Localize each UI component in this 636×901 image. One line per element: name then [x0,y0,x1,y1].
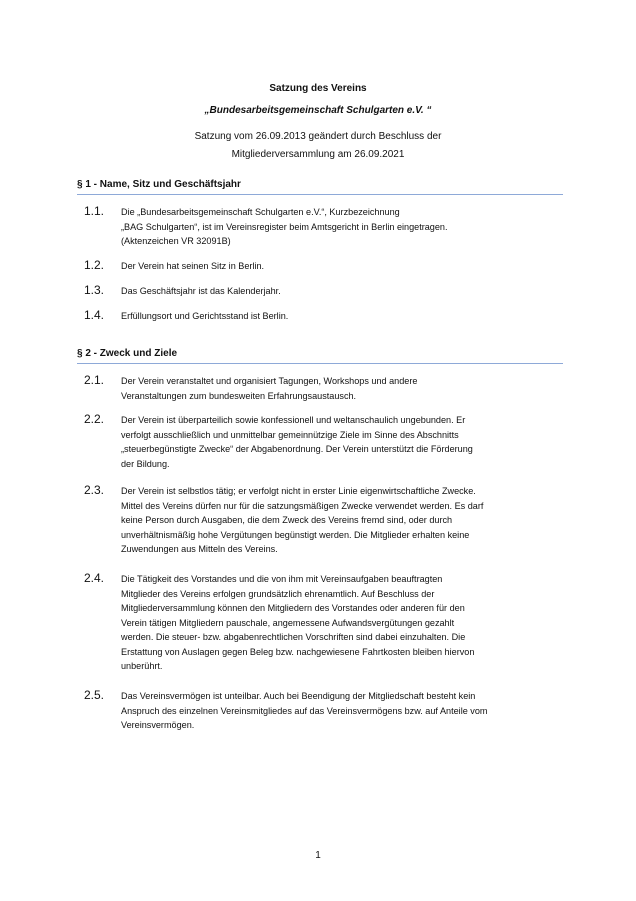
text-line: Anspruch des einzelnen Vereinsmitgliedes auf das Vereinsvermögens bzw. auf Anteile vom [121,705,488,716]
paragraph-number: 2.2. [84,412,105,426]
text-line: (Aktenzeichen VR 32091B) [121,236,231,246]
page-number: 1 [315,850,321,861]
text-line: Der Verein veranstaltet und organisiert Tagungen, Workshops und andere [121,376,418,386]
text-line: Zuwendungen aus Mitteln des Vereins. [121,544,278,554]
paragraph-text [121,205,571,249]
paragraph-number: 2.4. [84,571,105,585]
paragraph-number: 1.1. [84,204,105,218]
paragraph-number: 2.3. [84,483,105,497]
text-line: Der Verein ist überparteilich sowie konfessionell und weltanschaulich ungebunden. Er [121,415,466,425]
document-header [0,80,636,164]
document-note-line-1: Satzung vom 26.09.2013 geändert durch Beschluss der [194,131,442,142]
text-line: Der Verein ist selbstlos tätig; er verfolgt nicht in erster Linie eigenwirtschaftliche Zwecke. [121,486,476,496]
paragraph-text [121,689,571,733]
paragraph-text [121,413,571,471]
paragraph-text [121,572,571,674]
paragraph-number: 2.1. [84,373,105,387]
text-line: keine Person durch Ausgaben, die dem Zweck des Vereins fremd sind, oder durch [121,515,453,525]
text-line: unverhältnismäßig hohe Vergütungen begünstigt werden. Die Mitglieder erhalten keine [121,529,470,540]
paragraph-text [121,309,571,324]
text-line: der Bildung. [121,458,170,469]
text-line: Vereinsvermögen. [121,720,195,730]
paragraph-number: 1.4. [84,308,105,322]
text-line: Die „Bundesarbeitsgemeinschaft Schulgarten e.V.“, Kurzbezeichnung [121,207,400,217]
text-line: „steuerbegünstigte Zwecke“ der Abgabenordnung. Der Verein unterstützt die Förderung [121,444,473,454]
paragraph-number: 1.2. [84,258,105,272]
text-line: Mitglieder des Vereins erfolgen grundsätzlich ehrenamtlich. Auf Beschluss der [121,588,435,599]
text-line: Das Geschäftsjahr ist das Kalenderjahr. [121,286,281,296]
section-heading-1: § 1 - Name, Sitz und Geschäftsjahr [77,178,563,195]
paragraph-number: 1.3. [84,283,105,297]
section-heading-2: § 2 - Zweck und Ziele [77,347,563,364]
document-subtitle: „Bundesarbeitsgemeinschaft Schulgarten e.V. “ [204,105,432,116]
text-line: Verein tätigen Mitgliedern pauschale, angemessene Aufwandsvergütungen gezahlt [121,617,455,628]
text-line: unberührt. [121,661,163,671]
text-line: Veranstaltungen zum bundesweiten Erfahrungsaustausch. [121,390,357,401]
text-line: Erfüllungsort und Gerichtsstand ist Berlin. [121,311,289,321]
text-line: „BAG Schulgarten“, ist im Vereinsregister beim Amtsgericht in Berlin eingetragen. [121,221,448,232]
text-line: Mittel des Vereins dürfen nur für die satzungsmäßigen Zwecke verwendet werden. Es darf [121,500,484,511]
paragraph-text [121,284,571,299]
text-line: Mitgliederversammlung können den Mitgliedern des Vorstandes oder anderen für den [121,603,465,613]
text-line: Erstattung von Auslagen gegen Beleg bzw. nachgewiesene Fahrtkosten bleiben hiervon [121,646,475,657]
document-note-line-2: Mitgliederversammlung am 26.09.2021 [231,149,405,160]
text-line: Die Tätigkeit des Vorstandes und die von ihm mit Vereinsaufgaben beauftragten [121,574,443,584]
text-line: Das Vereinsvermögen ist unteilbar. Auch bei Beendigung der Mitgliedschaft besteht kein [121,691,476,701]
paragraph-text [121,484,571,557]
text-line: Der Verein hat seinen Sitz in Berlin. [121,261,265,271]
paragraph-text [121,259,571,274]
paragraph-text [121,374,571,403]
text-line: verfolgt ausschließlich und unmittelbar gemeinnützige Ziele im Sinne des Abschnitts [121,429,459,440]
paragraph-number: 2.5. [84,688,105,702]
document-title: Satzung des Vereins [269,83,367,94]
text-line: werden. Die steuer- bzw. abgabenrechtlichen Vorschriften sind dabei einzuhalten. Die [121,632,466,642]
